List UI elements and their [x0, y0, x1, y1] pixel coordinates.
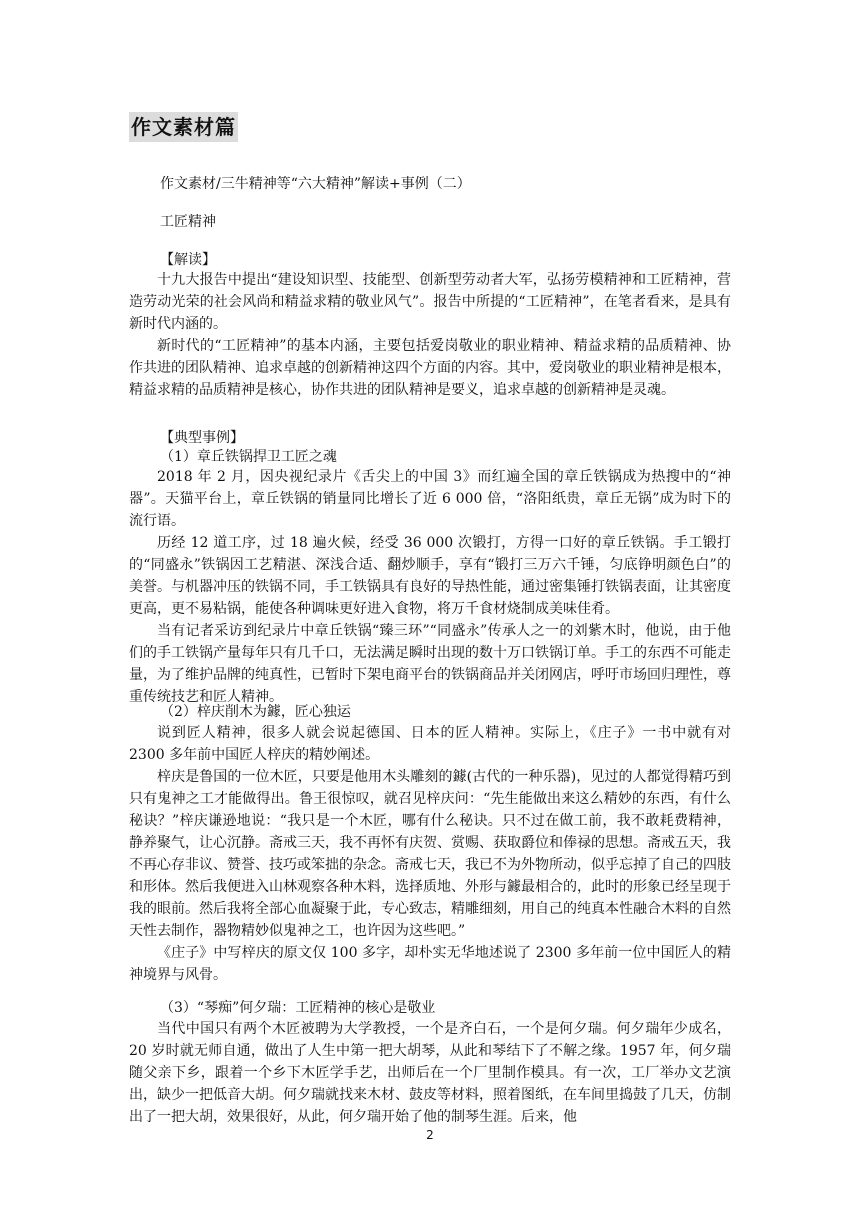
interpretation-body [129, 269, 731, 401]
paragraph: 十九大报告中提出“建设知识型、技能型、创新型劳动者大军，弘扬劳模精神和工匠精神，营造劳动光荣的社会风尚和精益求精的敬业风气”。报告中所提的“工匠精神”，在笔者看来，是具有新时代内涵的。 [129, 272, 731, 332]
example-body [129, 466, 731, 708]
article-subtitle: 作文素材/三牛精神等“六大精神”解读+事例（二） [160, 176, 471, 192]
page-number: 2 [426, 1128, 434, 1142]
example-body [129, 722, 731, 986]
paragraph: 历经 12 道工序，过 18 遍火候，经受 36 000 次锻打，方得一口好的章丘铁锅。手工锻打的“同盛永”铁锅因工艺精湛、深浅合适、翻炒顺手，享有“锻打三万六千锤，匀底铮明颜色白”的美誉。与机器冲压的铁锅不同，手工铁锅具有良好的导热性能，通过密集锤打铁锅表面，让其密度更高，更不易粘锅，能使各种调味更好进入食物，将万千食材烧制成美味佳肴。 [129, 535, 731, 617]
example-title: （3）“琴痴”何夕瑞：工匠精神的核心是敬业 [160, 1000, 436, 1016]
paragraph: 梓庆是鲁国的一位木匠，只要是他用木头雕刻的鐻(古代的一种乐器)，见过的人都觉得精巧到只有鬼神之工才能做得出。鲁王很惊叹，就召见梓庆问：“先生能做出来这么精妙的东西，有什么秘诀？”梓庆谦逊地说：“我只是一个木匠，哪有什么秘诀。只不过在做工前，我不敢耗费精神，静养聚气，让心沉静。斋戒三天，我不再怀有庆贺、赏赐、获取爵位和俸禄的思想。斋戒五天，我不再心存非议、赞誉、技巧或笨拙的杂念。斋戒七天，我已不为外物所动，似乎忘掉了自己的四肢和形体。然后我便进入山林观察各种木料，选择质地、外形与鐻最相合的，此时的形象已经呈现于我的眼前。然后我将全部心血凝聚于此，专心致志，精雕细刻，用自己的纯真本性融合木料的自然天性去制作，器物精妙似鬼神之工，也许因为这些吧。” [129, 769, 731, 939]
example-body [129, 1018, 731, 1128]
paragraph: 新时代的“工匠精神”的基本内涵，主要包括爱岗敬业的职业精神、精益求精的品质精神、协作共进的团队精神、追求卓越的创新精神这四个方面的内容。其中，爱岗敬业的职业精神是根本，精益求精的品质精神是核心，协作共进的团队精神是要义，追求卓越的创新精神是灵魂。 [129, 338, 731, 398]
interpretation-heading: 【解读】 [160, 252, 216, 268]
paragraph: 当有记者采访到纪录片中章丘铁锅“臻三环”“同盛永”传承人之一的刘紫木时，他说，由于他们的手工铁锅产量每年只有几千口，无法满足瞬时出现的数十万口铁锅订单。手工的东西不可能走量，为了维护品牌的纯真性，已暂时下架电商平台的铁锅商品并关闭网店，呼吁市场回归理性，尊重传统技艺和匠人精神。 [129, 623, 731, 705]
section-title: 作文素材篇 [129, 112, 238, 142]
paragraph: 2018 年 2 月，因央视纪录片《舌尖上的中国 3》而红遍全国的章丘铁锅成为热搜中的“神器”。天猫平台上，章丘铁锅的销量同比增长了近 6 000 倍，“洛阳纸贵，章丘无锅”成为时下的流行语。 [129, 469, 731, 529]
example-title: （1）章丘铁锅捍卫工匠之魂 [160, 449, 337, 465]
example-title: （2）梓庆削木为鐻，匠心独运 [160, 704, 351, 720]
examples-heading: 【典型事例】 [160, 430, 244, 446]
paragraph: 《庄子》中写梓庆的原文仅 100 多字，却朴实无华地述说了 2300 多年前一位中国匠人的精神境界与风骨。 [129, 945, 731, 983]
topic-title: 工匠精神 [160, 214, 216, 230]
paragraph: 说到匠人精神，很多人就会说起德国、日本的匠人精神。实际上，《庄子》一书中就有对 2300 多年前中国匠人梓庆的精妙阐述。 [129, 725, 731, 763]
paragraph: 当代中国只有两个木匠被聘为大学教授，一个是齐白石，一个是何夕瑞。何夕瑞年少成名，20 岁时就无师自通，做出了人生中第一把大胡琴，从此和琴结下了不解之缘。1957 年，何夕瑞随父亲下乡，跟着一个乡下木匠学手艺，出师后在一个厂里制作模具。有一次，工厂举办文艺演出，缺少一把低音大胡。何夕瑞就找来木材、鼓皮等材料，照着图纸，在车间里捣鼓了几天，仿制出了一把大胡，效果很好，从此，何夕瑞开始了他的制琴生涯。后来，他 [129, 1021, 731, 1125]
